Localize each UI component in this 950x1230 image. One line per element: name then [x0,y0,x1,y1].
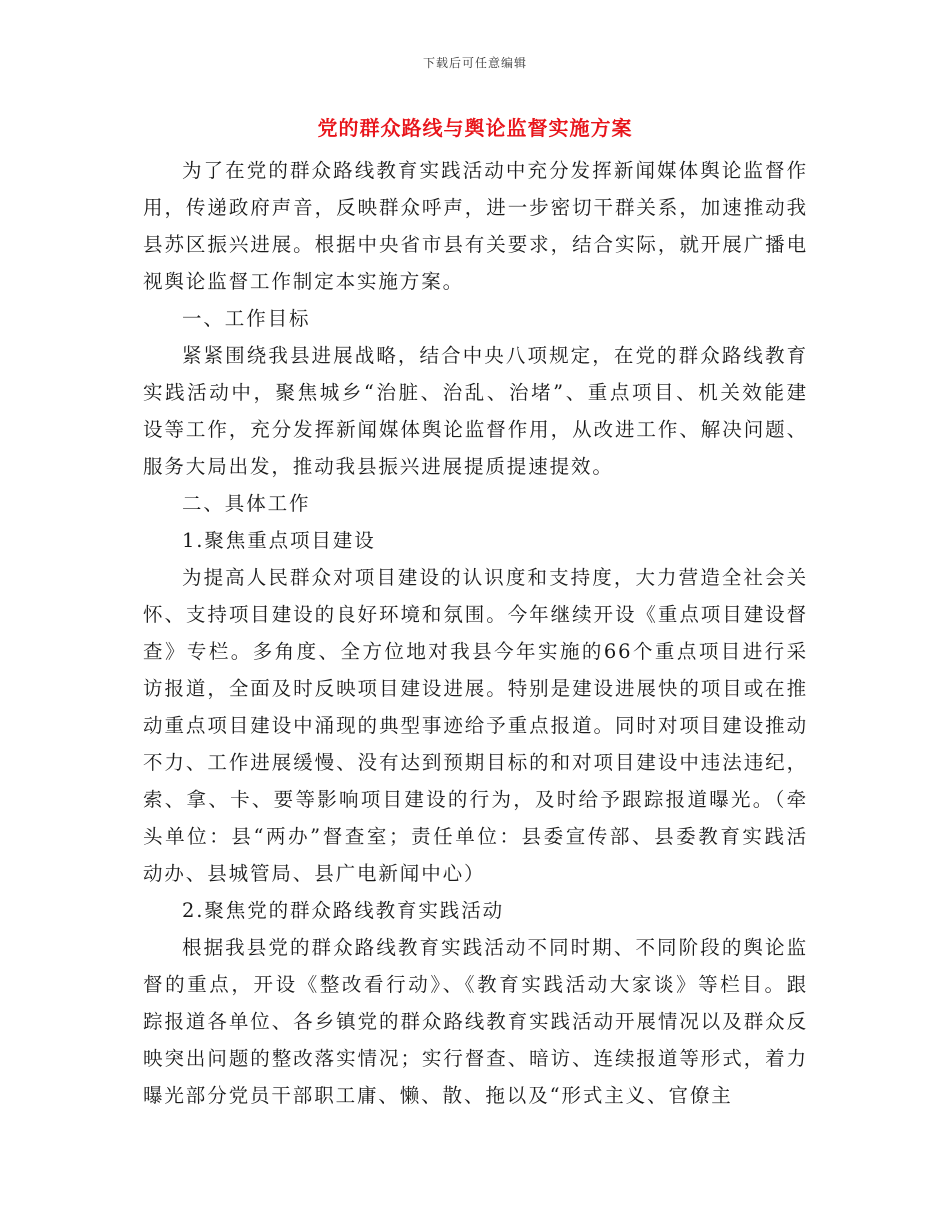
section-heading-tasks: 二、具体工作 [182,492,311,515]
mass-line-paragraph: 根据我县党的群众路线教育实践活动不同时期、不同阶段的舆论监督的重点，开设《整改看行动》、《教育实践活动大家谈》等栏目。跟踪报道各单位、各乡镇党的群众路线教育实践活动开展情况以及群众反映突出问题的整改落实情况；实行督查、暗访、连续报道等形式，着力曝光部分党员干部职工庸、懒、散、拖以及“形式主义、官僚主 [143,936,808,1107]
document-title: 党的群众路线与舆论监督实施方案 [317,116,633,140]
subheading-mass-line: 2.聚焦党的群众路线教育实践活动 [182,899,505,922]
document-body [143,152,808,1114]
goals-paragraph: 紧紧围绕我县进展战略，结合中央八项规定，在党的群众路线教育实践活动中，聚焦城乡“治脏、治乱、治堵”、重点项目、机关效能建设等工作，充分发挥新闻媒体舆论监督作用，从改进工作、解决问题、服务大局出发，推动我县振兴进展提质提速提效。 [143,344,808,478]
intro-paragraph: 为了在党的群众路线教育实践活动中充分发挥新闻媒体舆论监督作用，传递政府声音，反映群众呼声，进一步密切干群关系，加速推动我县苏区振兴进展。根据中央省市县有关要求，结合实际，就开展广播电视舆论监督工作制定本实施方案。 [143,159,808,293]
subheading-key-projects: 1.聚焦重点项目建设 [182,529,376,552]
header-note: 下载后可任意编辑 [422,56,527,70]
key-projects-paragraph: 为提高人民群众对项目建设的认识度和支持度，大力营造全社会关怀、支持项目建设的良好环境和氛围。今年继续开设《重点项目建设督查》专栏。多角度、全方位地对我县今年实施的66个重点项目进行采访报道，全面及时反映项目建设进展。特别是建设进展快的项目或在推动重点项目建设中涌现的典型事迹给予重点报道。同时对项目建设推动不力、工作进展缓慢、没有达到预期目标的和对项目建设中违法违纪，索、拿、卡、要等影响项目建设的行为，及时给予跟踪报道曝光。（牵头单位：县“两办”督查室；责任单位：县委宣传部、县委教育实践活动办、县城管局、县广电新闻中心） [143,566,808,885]
section-heading-goals: 一、工作目标 [182,307,311,330]
